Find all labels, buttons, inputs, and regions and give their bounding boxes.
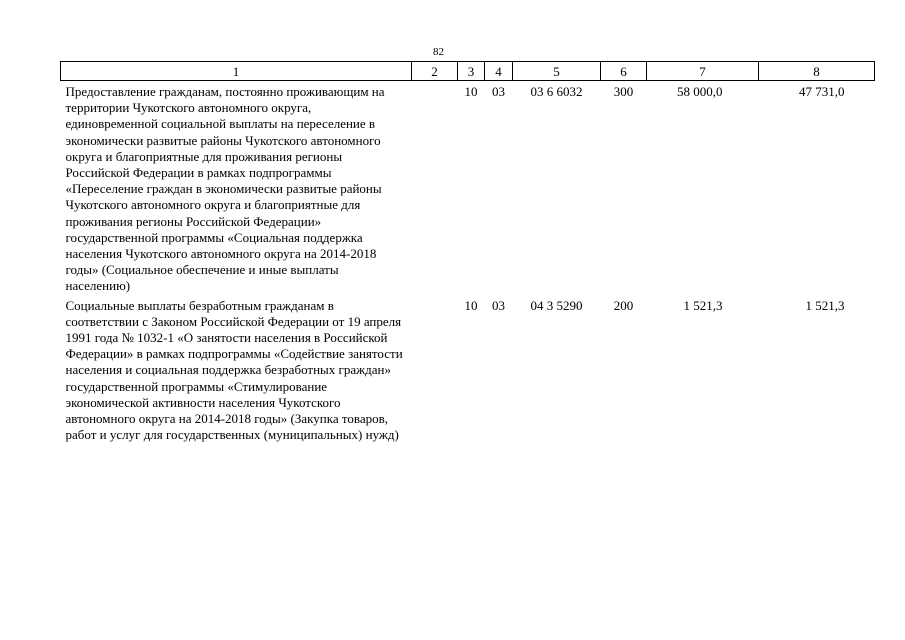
- header-col-3: 3: [458, 62, 485, 81]
- row-description: Социальные выплаты безработным гражданам в соответствии с Законом Российской Федерации от 19 апреля 1991 года № 1032-1 «О занятости населения в Российской Федерации» в рамках подпрограммы «Содействие занятости населения и социальная поддержка безработных граждан» государственной программы «Стимулирование экономической активности населения Чукотского автономного округа на 2014-2018 годы» (Закупка товаров, работ и услуг для государственных (муниципальных) нужд): [65, 297, 403, 443]
- table-row: [61, 81, 875, 295]
- page-number: 82: [433, 46, 444, 58]
- row-col-3: 10: [464, 297, 478, 313]
- table-row: [61, 295, 875, 444]
- header-col-6: 6: [601, 62, 647, 81]
- header-col-8: 8: [759, 62, 875, 81]
- header-col-1: 1: [61, 62, 412, 81]
- row-col-4: 03: [492, 84, 505, 99]
- row-col-2: [412, 81, 458, 295]
- header-col-2: 2: [412, 62, 458, 81]
- row-col-5: 04 3 5290: [530, 297, 583, 313]
- row-col-8: 47 731,0: [799, 84, 845, 99]
- row-col-4: 03: [492, 297, 505, 313]
- header-row: [61, 62, 875, 81]
- row-col-2: [412, 295, 458, 444]
- header-col-5: 5: [513, 62, 601, 81]
- header-col-7: 7: [647, 62, 759, 81]
- row-col-8: 1 521,3: [805, 297, 845, 313]
- row-col-7: 58 000,0: [677, 84, 723, 99]
- row-col-3: 10: [464, 84, 478, 99]
- row-col-5: 03 6 6032: [530, 84, 583, 99]
- row-col-7: 1 521,3: [683, 297, 723, 313]
- header-col-4: 4: [485, 62, 513, 81]
- row-col-6: 200: [613, 297, 634, 313]
- row-description: Предоставление гражданам, постоянно проживающим на территории Чукотского автономного округа, единовременной социальной выплаты на переселение в экономически развитые районы Чукотского автономного округа и благоприятные для проживания регионы Российской Федерации в рамках подпрограммы «Переселение граждан в экономически развитые районы Чукотского автономного округа и благоприятные для проживания регионы Российской Федерации» государственной программы «Социальная поддержка населения Чукотского автономного округа на 2014-2018 годы» (Социальное обеспечение и иные выплаты населению): [65, 84, 385, 294]
- row-col-6: 300: [613, 84, 634, 99]
- budget-table: [60, 61, 875, 443]
